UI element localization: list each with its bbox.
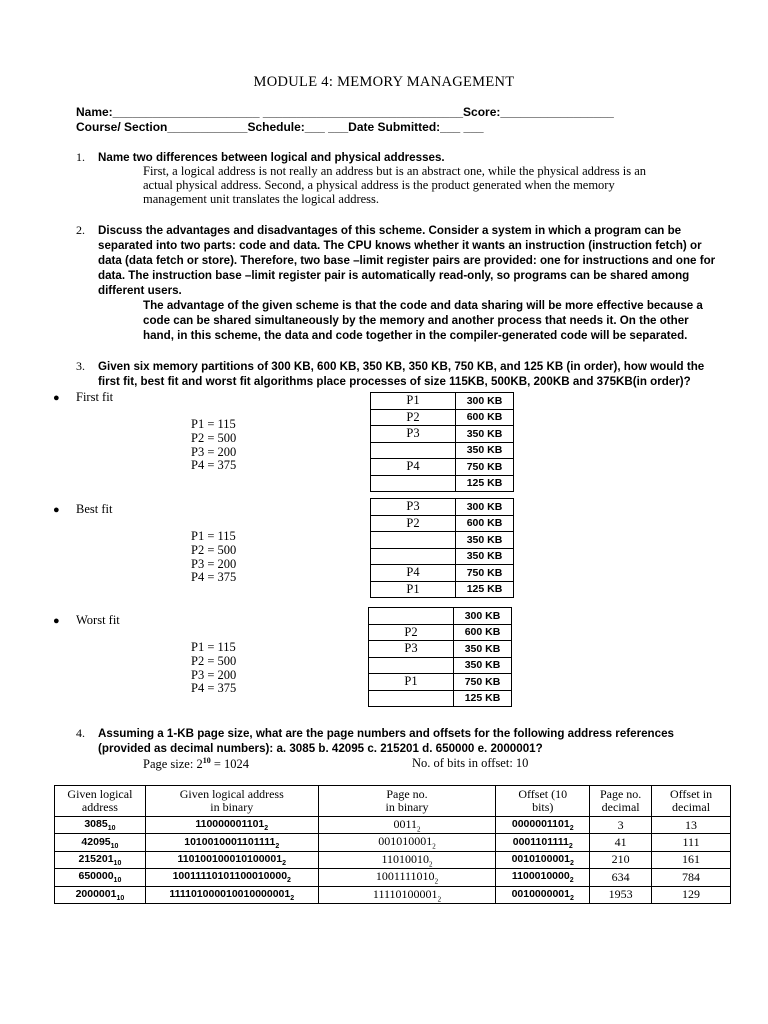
cell-logical-address: $2000001_{10}$ <box>55 886 146 903</box>
table-row <box>369 657 512 674</box>
header-line: Page no. <box>386 787 428 801</box>
partition-size: 600 KB <box>456 409 514 426</box>
partition-process: P3 <box>371 426 456 443</box>
best-fit-process-list <box>191 530 236 585</box>
cell-page-binary: $1001111010_2$ <box>318 869 496 886</box>
partition-size: 750 KB <box>456 459 514 476</box>
cell-offset-binary: $1100010000_2$ <box>496 869 590 886</box>
cell-logical-binary: $110000001101_2$ <box>145 817 318 834</box>
worst-fit-process-list <box>191 641 236 696</box>
page-size-label <box>143 756 249 772</box>
table-row <box>55 869 731 886</box>
cell-logical-address: $42095_{10}$ <box>55 834 146 851</box>
partition-size: 350 KB <box>456 532 514 549</box>
process-item: P4 = 375 <box>191 458 237 473</box>
q2-answer-line: The advantage of the given scheme is that the code and data sharing will be more effective because a <box>143 299 703 312</box>
partition-process <box>371 548 456 565</box>
header-line: decimal <box>601 800 640 814</box>
partition-process: P2 <box>369 624 454 641</box>
best-fit-table <box>370 498 514 598</box>
partition-process: P3 <box>371 499 456 516</box>
table-header-row <box>55 786 731 817</box>
process-item: P3 = 200 <box>191 667 237 682</box>
q3-number: 3. <box>76 359 85 373</box>
table-row <box>369 674 512 691</box>
q2-answer <box>143 298 703 343</box>
process-item: P2 = 500 <box>191 653 237 668</box>
cell-page-decimal: 210 <box>590 851 652 868</box>
partition-process: P3 <box>369 641 454 658</box>
cell-offset-decimal: 111 <box>652 834 731 851</box>
partition-size: 350 KB <box>456 442 514 459</box>
bullet-icon: ● <box>53 504 60 516</box>
col-header <box>496 786 590 817</box>
partition-size: 300 KB <box>456 393 514 410</box>
partition-size: 300 KB <box>454 608 512 625</box>
first-fit-table <box>370 392 514 492</box>
bullet-icon: ● <box>53 615 60 627</box>
partition-size: 600 KB <box>456 515 514 532</box>
col-header <box>590 786 652 817</box>
cell-page-decimal: 1953 <box>590 886 652 903</box>
cell-logical-binary: $111101000010010000001_2$ <box>145 886 318 903</box>
col-header <box>318 786 496 817</box>
header-line: in binary <box>385 800 429 814</box>
partition-process <box>371 475 456 492</box>
q3-question <box>98 359 704 389</box>
process-item: P1 = 115 <box>191 529 236 543</box>
worst-fit-label: Worst fit <box>76 613 120 627</box>
cell-logical-address: $215201_{10}$ <box>55 851 146 868</box>
offset-bits-label: No. of bits in offset: 10 <box>412 756 529 770</box>
table-row <box>55 851 731 868</box>
cell-page-decimal: 634 <box>590 869 652 886</box>
partition-process <box>371 442 456 459</box>
name-score-line: Name:______________________ ______________________________Score:_________________ <box>76 105 614 119</box>
partition-size: 350 KB <box>454 641 512 658</box>
partition-process: P4 <box>371 459 456 476</box>
partition-size: 125 KB <box>454 690 512 707</box>
q2-question-line: data (data fetch or store). Therefore, two base –limit register pairs are provided: one for instructions and one for <box>98 254 716 267</box>
partition-process <box>369 608 454 625</box>
cell-offset-decimal: 129 <box>652 886 731 903</box>
table-row <box>371 581 514 598</box>
q1-answer <box>143 164 646 206</box>
table-row <box>369 608 512 625</box>
table-row <box>371 548 514 565</box>
process-item: P2 = 500 <box>191 542 237 557</box>
cell-logical-binary: $1010010001101111_2$ <box>145 834 318 851</box>
cell-page-binary: $0011_2$ <box>318 817 496 834</box>
first-fit-process-list <box>191 418 236 473</box>
process-item: P1 = 115 <box>191 417 236 431</box>
partition-process: P1 <box>369 674 454 691</box>
q2-question <box>98 223 715 298</box>
q4-number: 4. <box>76 726 85 740</box>
q3-question-line: first fit, best fit and worst fit algorithms place processes of size 115KB, 500KB, 200KB and 375KB(in order)? <box>98 375 691 388</box>
table-row <box>371 409 514 426</box>
header-line: Given logical <box>67 787 133 801</box>
q1-answer-line: First, a logical address is not really an address but is an abstract one, while the physical address is an <box>143 164 646 178</box>
header-line: bits) <box>532 800 554 814</box>
col-header <box>55 786 146 817</box>
q3-question-line: Given six memory partitions of 300 KB, 600 KB, 350 KB, 350 KB, 750 KB, and 125 KB (in order), how would the <box>98 360 705 373</box>
partition-size: 125 KB <box>456 475 514 492</box>
table-row <box>371 532 514 549</box>
partition-size: 600 KB <box>454 624 512 641</box>
cell-page-binary: $11110100001_2$ <box>318 886 496 903</box>
cell-offset-binary: $0010000001_2$ <box>496 886 590 903</box>
partition-process <box>369 657 454 674</box>
partition-process <box>369 690 454 707</box>
header-line: address <box>81 800 118 814</box>
q4-question-line: (provided as decimal numbers): a. 3085 b. 42095 c. 215201 d. 650000 e. 2000001? <box>98 742 543 755</box>
table-row <box>55 834 731 851</box>
cell-offset-decimal: 161 <box>652 851 731 868</box>
partition-size: 350 KB <box>456 426 514 443</box>
table-row <box>369 624 512 641</box>
page-size-value: = 1024 <box>210 757 250 772</box>
table-row <box>371 426 514 443</box>
partition-size: 750 KB <box>456 565 514 582</box>
cell-logical-binary: $10011110101100010000_2$ <box>145 869 318 886</box>
partition-size: 300 KB <box>456 499 514 516</box>
cell-offset-decimal: 13 <box>652 817 731 834</box>
page-size-text: Page size: 2 <box>143 757 203 772</box>
col-header <box>145 786 318 817</box>
partition-size: 350 KB <box>454 657 512 674</box>
partition-process: P1 <box>371 393 456 410</box>
cell-offset-binary: $0001101111_2$ <box>496 834 590 851</box>
process-item: P4 = 375 <box>191 570 237 585</box>
q2-question-line: separated into two parts: code and data. The CPU knows whether it wants an instruction (instruction fetch) or <box>98 239 702 252</box>
table-row <box>371 442 514 459</box>
q1-number: 1. <box>76 150 85 164</box>
process-item: P3 = 200 <box>191 444 237 459</box>
cell-page-decimal: 3 <box>590 817 652 834</box>
q2-question-line: different users. <box>98 284 182 297</box>
q1-answer-line: management unit translates the logical address. <box>143 192 380 206</box>
header-line: Offset in <box>669 787 713 801</box>
process-item: P4 = 375 <box>191 681 237 696</box>
q2-question-line: data. The instruction base –limit register pair is automatically read-only, so programs can be shared among <box>98 269 690 282</box>
first-fit-label: First fit <box>76 390 114 404</box>
cell-page-binary: $11010010_2$ <box>318 851 496 868</box>
q2-answer-line: code can be shared simultaneously by the memory and another process that needs it. On the other <box>143 314 689 327</box>
partition-size: 125 KB <box>456 581 514 598</box>
cell-logical-address: $650000_{10}$ <box>55 869 146 886</box>
table-row <box>55 886 731 903</box>
process-item: P3 = 200 <box>191 556 237 571</box>
table-row <box>369 690 512 707</box>
header-line: in binary <box>210 800 254 814</box>
q1-question: Name two differences between logical and physical addresses. <box>98 151 445 164</box>
best-fit-label: Best fit <box>76 502 113 516</box>
partition-size: 350 KB <box>456 548 514 565</box>
col-header <box>652 786 731 817</box>
course-section-line: Course/ Section____________Schedule:___ ___Date Submitted:___ ___ <box>76 120 484 134</box>
cell-logical-binary: $110100100010100001_2$ <box>145 851 318 868</box>
table-row <box>371 565 514 582</box>
q4-question <box>98 726 674 756</box>
table-row <box>371 393 514 410</box>
page-size-exponent: 10 <box>202 756 211 765</box>
process-item: P1 = 115 <box>191 640 236 654</box>
cell-logical-address: $3085_{10}$ <box>55 817 146 834</box>
q2-question-line: Discuss the advantages and disadvantages of this scheme. Consider a system in which a program can be <box>98 224 682 237</box>
header-line: Page no. <box>599 787 642 801</box>
cell-offset-binary: $0000001101_2$ <box>496 817 590 834</box>
table-row <box>369 641 512 658</box>
q2-answer-line: hand, in this scheme, the data and code together in the compiler-generated code will be separated. <box>143 329 688 342</box>
partition-process: P1 <box>371 581 456 598</box>
process-item: P2 = 500 <box>191 430 237 445</box>
partition-process: P2 <box>371 515 456 532</box>
page-table <box>54 785 731 904</box>
cell-page-binary: $001010001_2$ <box>318 834 496 851</box>
cell-offset-decimal: 784 <box>652 869 731 886</box>
worst-fit-table <box>368 607 512 707</box>
bullet-icon: ● <box>53 392 60 404</box>
partition-size: 750 KB <box>454 674 512 691</box>
q1-answer-line: actual physical address. Second, a physical address is the product generated when the memory <box>143 178 615 192</box>
table-row <box>55 817 731 834</box>
cell-page-decimal: 41 <box>590 834 652 851</box>
page-title: MODULE 4: MEMORY MANAGEMENT <box>253 74 515 90</box>
q4-question-line: Assuming a 1-KB page size, what are the page numbers and offsets for the following address references <box>98 727 674 740</box>
partition-process: P4 <box>371 565 456 582</box>
partition-process <box>371 532 456 549</box>
table-row <box>371 459 514 476</box>
header-line: decimal <box>672 800 711 814</box>
header-line: Given logical address <box>179 787 284 801</box>
table-row <box>371 475 514 492</box>
header-line: Offset (10 <box>518 787 568 801</box>
partition-process: P2 <box>371 409 456 426</box>
table-row <box>371 515 514 532</box>
table-row <box>371 499 514 516</box>
q2-number: 2. <box>76 223 85 237</box>
cell-offset-binary: $0010100001_2$ <box>496 851 590 868</box>
